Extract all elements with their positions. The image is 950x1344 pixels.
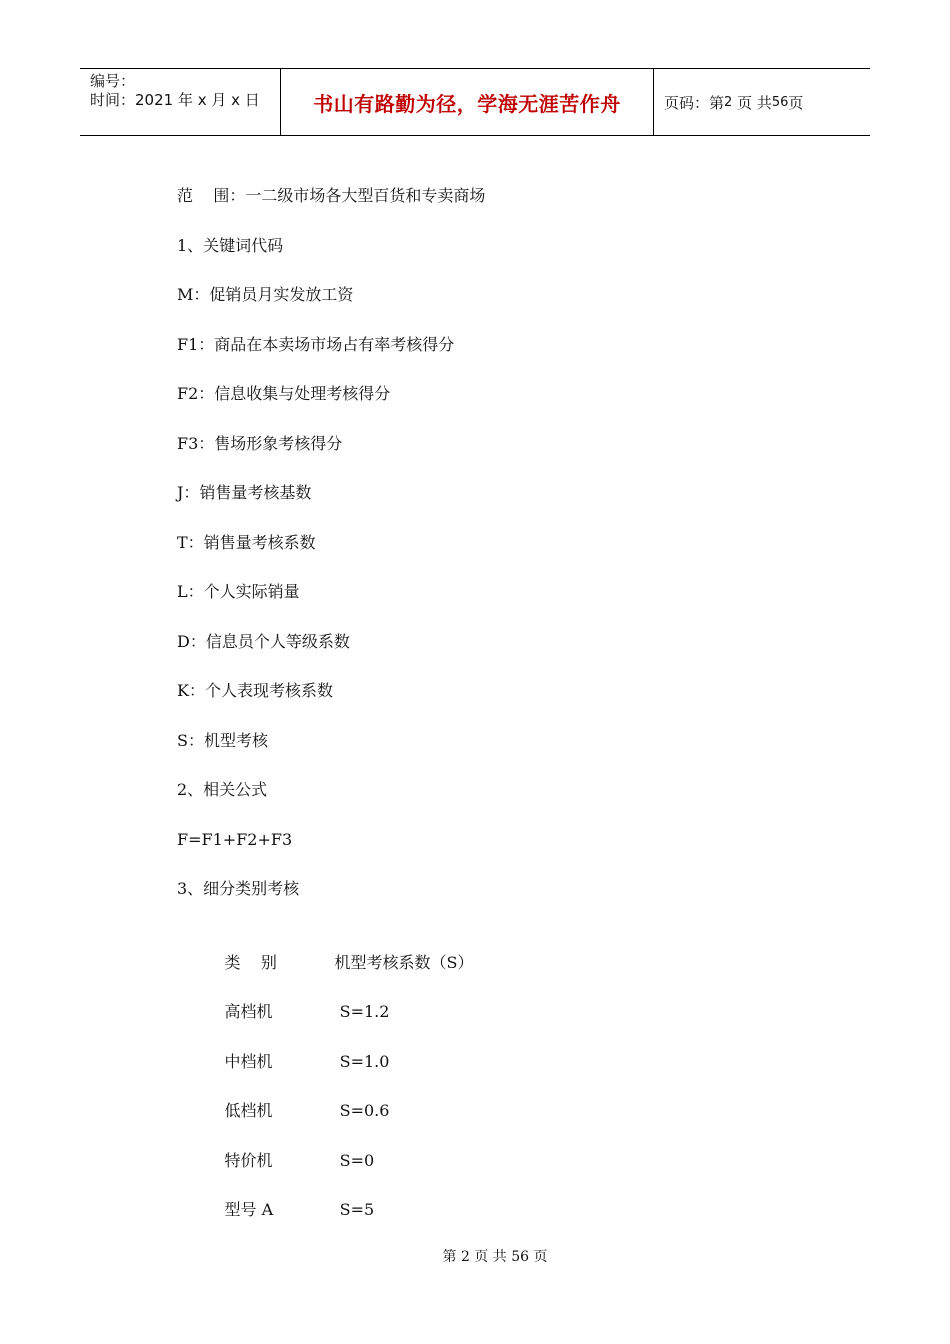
section-heading-categories: 3、细分类别考核: [177, 879, 300, 898]
page-mid: 页 共: [737, 93, 772, 112]
keyword-f1: F1：商品在本卖场市场占有率考核得分: [177, 334, 455, 354]
table-header-category: 类 别: [224, 952, 277, 972]
page-current: 2: [724, 94, 733, 110]
page-total: 56: [771, 94, 789, 110]
table-header-row: [177, 927, 797, 977]
keyword-s: S：机型考核: [177, 730, 268, 750]
keyword-m: M：促销员月实发放工资: [177, 285, 354, 304]
table-cell-coefficient: S=1.2: [334, 1002, 390, 1021]
keyword-l: L：个人实际销量: [177, 582, 300, 601]
header-motto-cell: [281, 69, 654, 135]
table-cell-coefficient: S=5: [334, 1200, 375, 1219]
keyword-f3: F3：售场形象考核得分: [177, 433, 343, 453]
table-row: [177, 1174, 797, 1224]
header-meta: [80, 69, 281, 135]
document-body: [177, 184, 797, 1224]
keyword-t: T：销售量考核系数: [177, 532, 316, 552]
table-cell-category: 高档机: [224, 1002, 273, 1021]
table-row: [177, 1125, 797, 1175]
table-cell-category: 中档机: [224, 1051, 273, 1071]
page-suffix: 页: [788, 93, 804, 112]
table-row: [177, 976, 797, 1026]
table-cell-coefficient: S=0: [334, 1150, 375, 1170]
keyword-j: J：销售量考核基数: [177, 483, 312, 502]
section-heading-keywords: 1、关键词代码: [177, 235, 284, 255]
table-cell-category: 低档机: [224, 1101, 273, 1120]
keyword-k: K：个人表现考核系数: [177, 681, 333, 700]
keyword-d: D：信息员个人等级系数: [177, 631, 350, 651]
motto: 书山有路勤为径，学海无涯苦作舟: [313, 91, 621, 116]
table-row: [177, 1075, 797, 1125]
number-label: 编号：: [90, 72, 136, 90]
page-header: [80, 68, 870, 136]
table-cell-category: 特价机: [224, 1150, 273, 1170]
page-footer: 第 2 页 共 56 页: [442, 1249, 548, 1265]
formula-line: F=F1+F2+F3: [177, 829, 293, 849]
table-cell-coefficient: S=0.6: [334, 1101, 390, 1120]
header-page-info: [654, 69, 870, 135]
scope-line: 范 围：一二级市场各大型百货和专卖商场: [177, 186, 486, 205]
table-row: [177, 1026, 797, 1076]
category-table: [177, 927, 797, 1224]
page-prefix: 页码：第: [664, 93, 725, 112]
table-cell-category: 型号 A: [224, 1200, 274, 1219]
table-header-coefficient: 机型考核系数（S）: [334, 952, 474, 972]
keyword-f2: F2：信息收集与处理考核得分: [177, 384, 391, 403]
section-heading-formula: 2、相关公式: [177, 780, 268, 799]
time-label: 时间：2021 年 x 月 x 日: [90, 91, 260, 109]
table-cell-coefficient: S=1.0: [334, 1051, 390, 1071]
